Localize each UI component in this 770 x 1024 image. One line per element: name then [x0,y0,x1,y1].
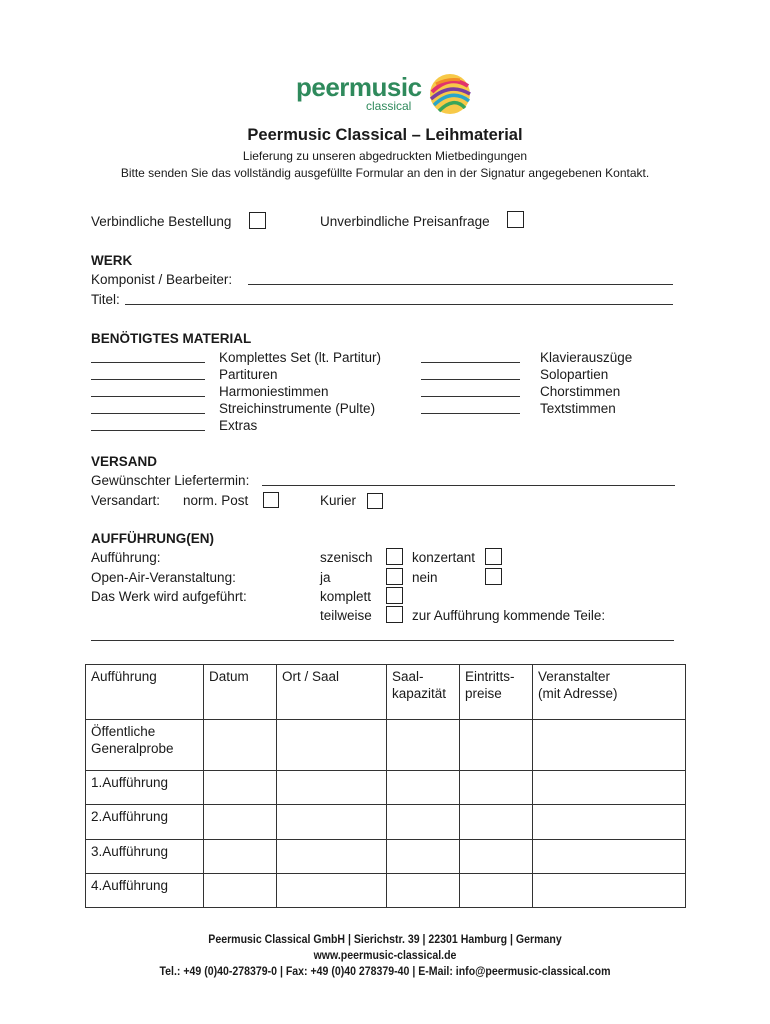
performance-table [85,664,686,908]
material-qty-input[interactable] [421,362,520,363]
table-cell-input[interactable] [460,771,533,805]
material-qty-input[interactable] [421,396,520,397]
table-cell-input[interactable] [460,874,533,908]
table-cell-input[interactable] [277,720,387,771]
table-cell-input[interactable] [387,840,460,874]
material-item: Solopartien [540,367,609,382]
material-item: Komplettes Set (lt. Partitur) [219,350,382,365]
concert-label: konzertant [412,550,476,565]
delivery-date-label: Gewünschter Liefertermin: [91,473,250,488]
table-cell-input[interactable] [204,771,277,805]
logo-swirl-icon [428,72,472,116]
complete-checkbox[interactable] [386,587,403,604]
table-header-cell: Veranstalter (mit Adresse) [533,665,686,720]
performance-heading: AUFFÜHRUNG(EN) [91,531,214,546]
table-cell-input[interactable] [533,771,686,805]
table-cell-input[interactable] [277,805,387,840]
complete-label: komplett [320,589,372,604]
logo-brand: peermusic [296,72,422,102]
material-item: Chorstimmen [540,384,621,399]
table-header-cell: Datum [204,665,277,720]
table-header-cell: Eintritts- preise [460,665,533,720]
table-cell-input[interactable] [387,805,460,840]
material-item: Streichinstrumente (Pulte) [219,401,376,416]
table-cell-input[interactable] [204,874,277,908]
table-cell-input[interactable] [387,874,460,908]
material-item: Textstimmen [540,401,616,416]
table-cell-input[interactable] [277,840,387,874]
shipping-mode-label: Versandart: [91,493,161,508]
table-cell-input[interactable] [533,874,686,908]
table-cell-input[interactable] [277,771,387,805]
table-cell-input[interactable] [204,720,277,771]
partial-checkbox[interactable] [386,606,403,623]
page-subtitle: Lieferung zu unseren abgedruckten Mietbedingungen [242,149,528,163]
material-item: Harmoniestimmen [219,384,329,399]
table-cell-input[interactable] [277,874,387,908]
work-title-label: Titel: [91,292,120,307]
table-cell-input[interactable] [387,771,460,805]
table-row-label: 1.Aufführung [86,771,204,805]
material-qty-input[interactable] [91,379,205,380]
table-header-cell: Saal- kapazität [387,665,460,720]
composer-input[interactable] [248,284,673,285]
scenic-checkbox[interactable] [386,548,403,565]
courier-label: Kurier [320,493,357,508]
performed-label: Das Werk wird aufgeführt: [91,589,247,604]
table-row [86,874,686,908]
table-header-cell: Ort / Saal [277,665,387,720]
binding-order-label: Verbindliche Bestellung [91,214,232,229]
table-cell-input[interactable] [460,840,533,874]
table-row-label: 3.Aufführung [86,840,204,874]
material-qty-input[interactable] [421,413,520,414]
material-qty-input[interactable] [91,413,205,414]
table-row [86,720,686,771]
open-air-yes-checkbox[interactable] [386,568,403,585]
table-cell-input[interactable] [204,805,277,840]
open-air-label: Open-Air-Veranstaltung: [91,570,236,585]
werk-heading: WERK [91,253,133,268]
material-item: Klavierauszüge [540,350,633,365]
material-qty-input[interactable] [91,396,205,397]
logo-sub: classical [366,99,412,113]
parts-input[interactable] [91,640,674,641]
table-row [86,840,686,874]
normal-post-label: norm. Post [183,493,249,508]
table-row-label: 4.Aufführung [86,874,204,908]
table-row-label: 2.Aufführung [86,805,204,840]
table-cell-input[interactable] [533,805,686,840]
footer-website: www.peermusic-classical.de [313,948,457,962]
partial-label: teilweise [320,608,372,623]
table-row-label: Öffentliche Generalprobe [86,720,204,771]
work-title-input[interactable] [125,304,673,305]
table-cell-input[interactable] [533,720,686,771]
normal-post-checkbox[interactable] [263,492,279,508]
courier-checkbox[interactable] [367,493,383,509]
table-cell-input[interactable] [460,805,533,840]
performance-type-label: Aufführung: [91,550,161,565]
versand-heading: VERSAND [91,454,158,469]
parts-label: zur Aufführung kommende Teile: [412,608,606,623]
binding-order-checkbox[interactable] [249,212,266,229]
table-row [86,805,686,840]
table-cell-input[interactable] [204,840,277,874]
scenic-label: szenisch [320,550,373,565]
material-heading: BENÖTIGTES MATERIAL [91,331,252,346]
open-air-no-checkbox[interactable] [485,568,502,585]
yes-label: ja [320,570,331,585]
table-cell-input[interactable] [460,720,533,771]
delivery-date-input[interactable] [262,485,675,486]
material-qty-input[interactable] [91,362,205,363]
footer-address: Peermusic Classical GmbH | Sierichstr. 39 | 22301 Hamburg | Germany [208,932,562,946]
page-instruction: Bitte senden Sie das vollständig ausgefüllte Formular an den in der Signatur angegebenen Kontakt. [120,166,650,180]
nonbinding-request-label: Unverbindliche Preisanfrage [320,214,490,229]
footer-contact: Tel.: +49 (0)40-278379-0 | Fax: +49 (0)40 278379-40 | E-Mail: info@peermusic-classical.com [159,964,611,978]
material-item: Partituren [219,367,278,382]
no-label: nein [412,570,438,585]
page-title: Peermusic Classical – Leihmaterial [247,126,523,144]
table-header-cell: Aufführung [86,665,204,720]
material-qty-input[interactable] [91,430,205,431]
table-cell-input[interactable] [533,840,686,874]
logo [296,72,476,116]
nonbinding-request-checkbox[interactable] [507,211,524,228]
table-cell-input[interactable] [387,720,460,771]
table-row [86,771,686,805]
table-header-row [86,665,686,720]
material-item: Extras [219,418,258,433]
material-qty-input[interactable] [421,379,520,380]
composer-label: Komponist / Bearbeiter: [91,272,233,287]
concert-checkbox[interactable] [485,548,502,565]
